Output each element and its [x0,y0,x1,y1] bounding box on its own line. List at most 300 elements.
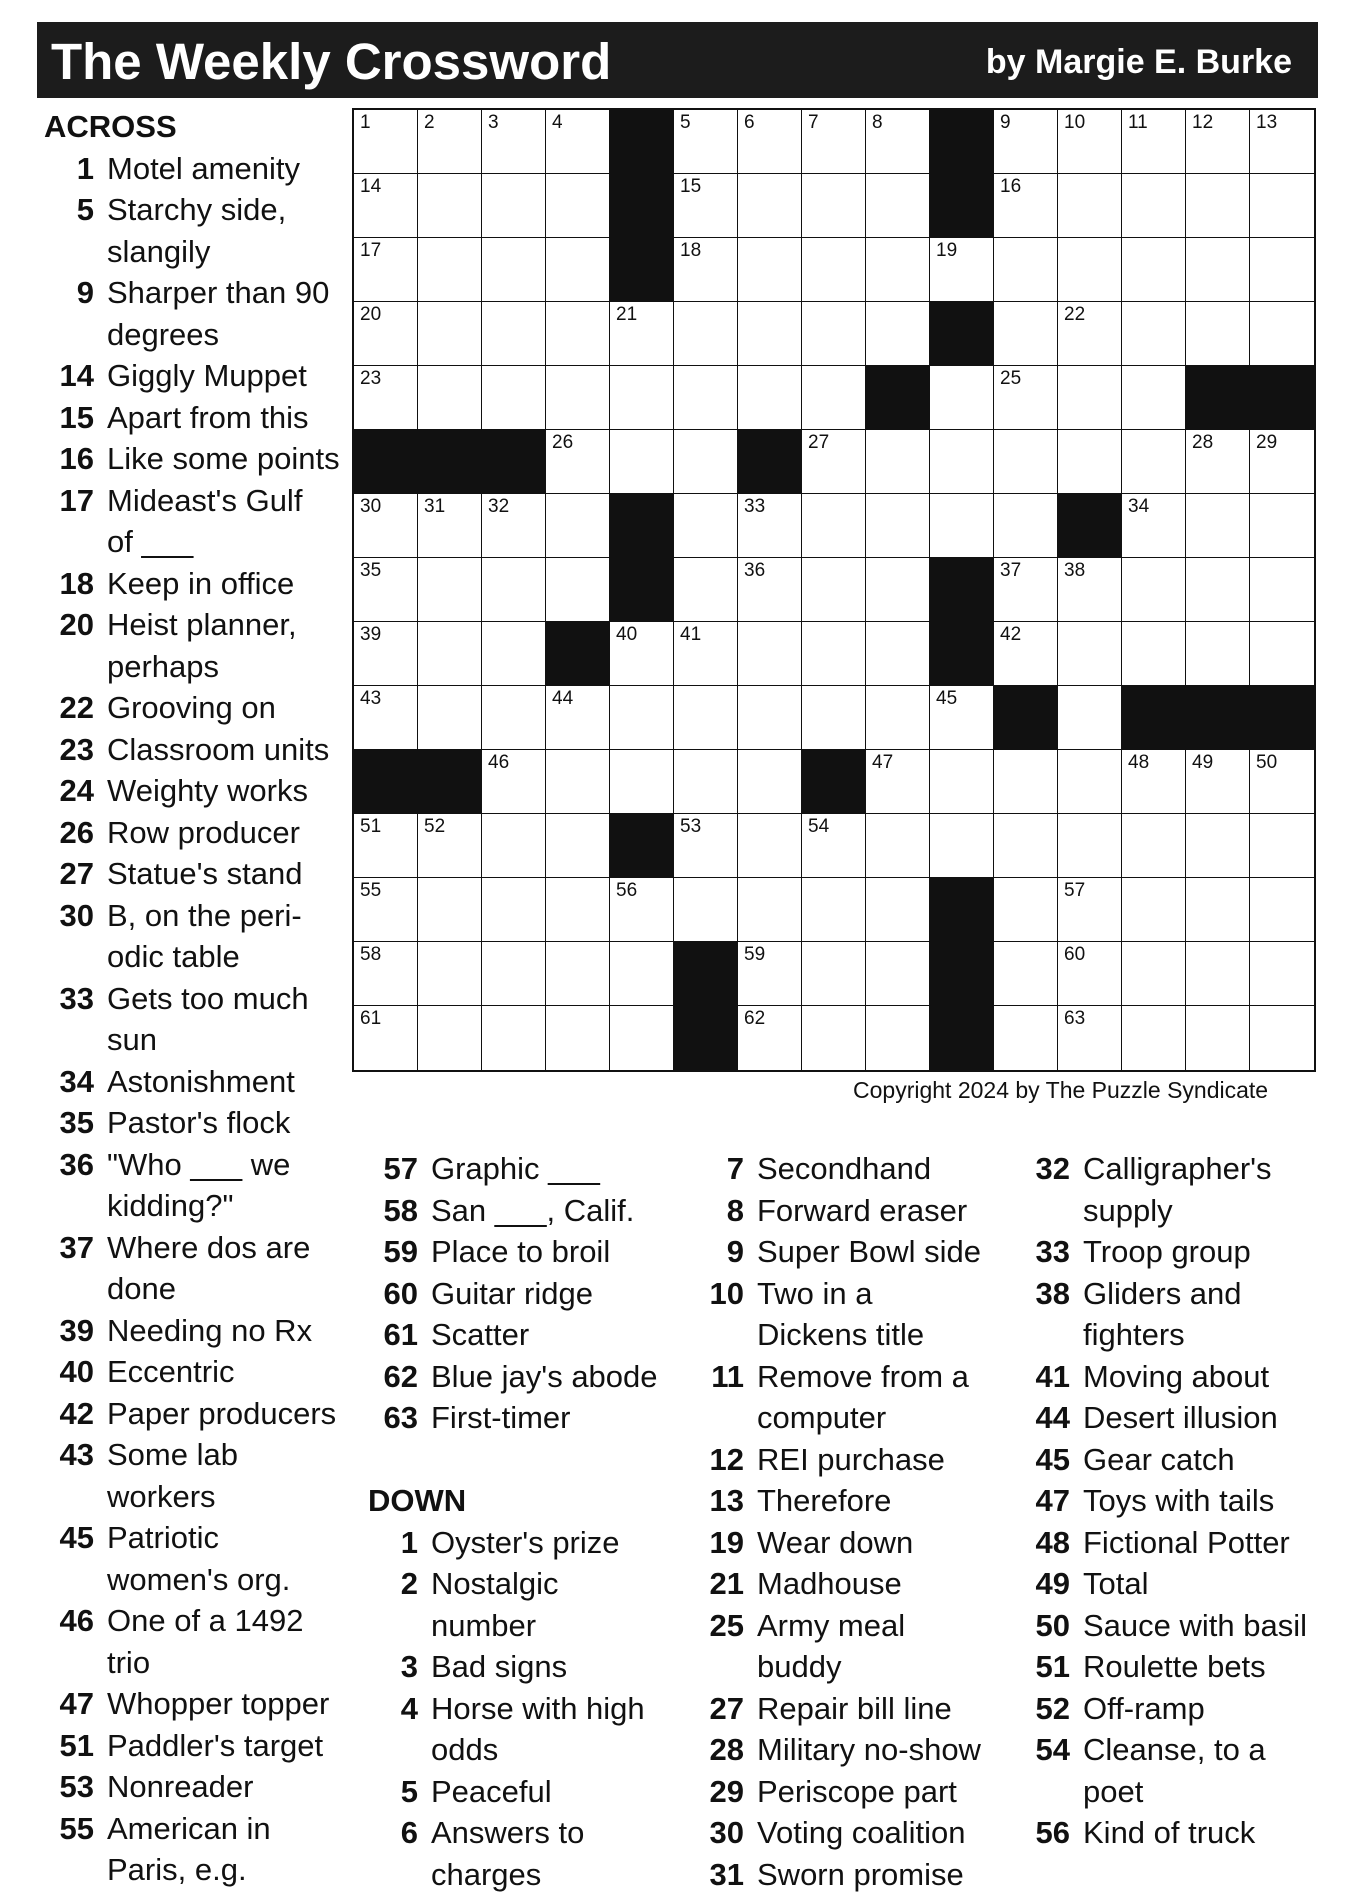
clue-text: Answers to charges [431,1812,584,1895]
clue-item [368,1273,688,1315]
grid-cell[interactable] [1058,110,1122,174]
black-square [930,174,994,238]
grid-cell[interactable] [610,430,674,494]
clue-text: Apart from this [107,397,309,439]
grid-cell[interactable] [1122,494,1186,558]
clue-item [694,1522,1014,1564]
grid-cell[interactable] [610,302,674,366]
grid-cell[interactable] [866,558,930,622]
cell-number: 42 [1000,625,1021,644]
cell-number: 41 [680,625,701,644]
grid-cell[interactable] [610,878,674,942]
grid-cell[interactable] [866,750,930,814]
clue-text: Keep in office [107,563,294,605]
clue-number: 35 [44,1102,94,1144]
grid-cell[interactable] [1122,430,1186,494]
clue-number: 46 [44,1600,94,1683]
grid-cell[interactable] [802,814,866,878]
grid-cell[interactable] [1058,942,1122,1006]
clue-item [1020,1729,1340,1812]
cell-number: 26 [552,433,573,452]
grid-cell[interactable] [994,750,1058,814]
grid-cell[interactable] [994,494,1058,558]
grid-cell[interactable] [1250,110,1314,174]
grid-cell[interactable] [866,1006,930,1070]
grid-cell[interactable] [1250,494,1314,558]
clue-text: Remove from a computer [757,1356,969,1439]
grid-cell[interactable] [546,558,610,622]
grid-cell[interactable] [418,942,482,1006]
black-square [930,110,994,174]
grid-cell[interactable] [1186,238,1250,302]
grid-cell[interactable] [866,238,930,302]
clue-number: 19 [694,1522,744,1564]
grid-cell[interactable] [1058,302,1122,366]
black-square [610,558,674,622]
grid-cell[interactable] [802,366,866,430]
grid-cell[interactable] [482,942,546,1006]
grid-cell[interactable] [1186,1006,1250,1070]
clue-text: Mideast's Gulf of ___ [107,480,302,563]
grid-cell[interactable] [738,174,802,238]
clue-number: 31 [694,1854,744,1895]
clue-text: Military no-show [757,1729,981,1771]
clue-item [44,563,364,605]
grid-cell[interactable] [418,494,482,558]
clue-item [44,1434,364,1517]
black-square [930,1006,994,1070]
grid-cell[interactable] [1250,558,1314,622]
grid-cell[interactable] [482,494,546,558]
cell-number: 58 [360,945,381,964]
grid-cell[interactable] [866,494,930,558]
grid-cell[interactable] [1250,878,1314,942]
grid-cell[interactable] [610,750,674,814]
clue-number: 8 [694,1190,744,1232]
grid-cell[interactable] [1058,750,1122,814]
grid-cell[interactable] [1122,302,1186,366]
grid-cell[interactable] [994,174,1058,238]
clue-number: 2 [368,1563,418,1646]
clue-number: 22 [44,687,94,729]
grid-cell[interactable] [994,302,1058,366]
clue-item [1020,1439,1340,1481]
grid-cell[interactable] [1122,622,1186,686]
cell-number: 4 [552,113,563,132]
grid-cell[interactable] [994,814,1058,878]
grid-cell[interactable] [1186,814,1250,878]
clue-text: Nonreader [107,1766,253,1808]
grid-cell[interactable] [546,174,610,238]
clue-number: 33 [44,978,94,1061]
grid-cell[interactable] [546,942,610,1006]
clue-item [1020,1563,1340,1605]
grid-cell[interactable] [930,366,994,430]
clue-number: 48 [1020,1522,1070,1564]
grid-cell[interactable] [1058,366,1122,430]
grid-cell[interactable] [930,814,994,878]
grid-cell[interactable] [418,814,482,878]
grid-cell[interactable] [1186,558,1250,622]
clue-number: 42 [44,1393,94,1435]
grid-cell[interactable] [1058,238,1122,302]
grid-cell[interactable] [1186,430,1250,494]
grid-cell[interactable] [674,814,738,878]
grid-cell[interactable] [1250,430,1314,494]
grid-cell[interactable] [1250,238,1314,302]
grid-cell[interactable] [482,110,546,174]
grid-cell[interactable] [610,1006,674,1070]
cell-number: 54 [808,817,829,836]
grid-cell[interactable] [1058,558,1122,622]
grid-cell[interactable] [1122,238,1186,302]
black-square [1122,686,1186,750]
grid-cell[interactable] [802,942,866,1006]
clue-text: Madhouse [757,1563,902,1605]
grid-cell[interactable] [1250,942,1314,1006]
clue-item [694,1148,1014,1190]
grid-cell[interactable] [674,558,738,622]
clue-column-1 [44,106,364,1891]
grid-cell[interactable] [1122,558,1186,622]
grid-cell[interactable] [482,238,546,302]
black-square [930,558,994,622]
grid-cell[interactable] [738,686,802,750]
grid-cell[interactable] [930,686,994,750]
grid-cell[interactable] [1122,366,1186,430]
clue-number: 59 [368,1231,418,1273]
grid-cell[interactable] [1058,878,1122,942]
grid-cell[interactable] [674,174,738,238]
grid-cell[interactable] [994,1006,1058,1070]
grid-cell[interactable] [994,110,1058,174]
grid-cell[interactable] [994,238,1058,302]
grid-cell[interactable] [1122,750,1186,814]
grid-cell[interactable] [802,174,866,238]
grid-cell[interactable] [418,686,482,750]
cell-number: 17 [360,241,381,260]
clue-text: Paddler's target [107,1725,323,1767]
grid-cell[interactable] [418,238,482,302]
grid-cell[interactable] [802,238,866,302]
grid-cell[interactable] [418,110,482,174]
grid-cell[interactable] [1186,878,1250,942]
grid-cell[interactable] [546,430,610,494]
clue-number: 3 [368,1646,418,1688]
grid-cell[interactable] [738,238,802,302]
grid-cell[interactable] [674,430,738,494]
grid-cell[interactable] [738,366,802,430]
grid-cell[interactable] [546,302,610,366]
grid-cell[interactable] [482,366,546,430]
grid-cell[interactable] [866,110,930,174]
clue-number: 36 [44,1144,94,1227]
grid-cell[interactable] [674,878,738,942]
clue-item [1020,1522,1340,1564]
grid-cell[interactable] [674,238,738,302]
grid-cell[interactable] [802,110,866,174]
cell-number: 28 [1192,433,1213,452]
clue-item [694,1688,1014,1730]
grid-cell[interactable] [546,1006,610,1070]
clue-text: Like some points [107,438,340,480]
grid-cell[interactable] [482,814,546,878]
grid-cell[interactable] [610,366,674,430]
grid-cell[interactable] [802,622,866,686]
grid-cell[interactable] [482,174,546,238]
clue-text: Some lab workers [107,1434,238,1517]
grid-cell[interactable] [1186,622,1250,686]
clue-number: 56 [1020,1812,1070,1854]
grid-cell[interactable] [674,110,738,174]
clue-item [44,604,364,687]
clue-text: "Who ___ we kidding?" [107,1144,290,1227]
grid-cell[interactable] [994,878,1058,942]
clue-number: 61 [368,1314,418,1356]
clue-text: Nostalgic number [431,1563,559,1646]
grid-cell[interactable] [482,686,546,750]
clue-item [44,1351,364,1393]
grid-cell[interactable] [418,366,482,430]
grid-cell[interactable] [610,942,674,1006]
grid-cell[interactable] [546,750,610,814]
grid-cell[interactable] [1122,878,1186,942]
cell-number: 48 [1128,753,1149,772]
clue-item [694,1273,1014,1356]
grid-cell[interactable] [930,750,994,814]
clue-text: Sauce with basil [1083,1605,1307,1647]
grid-cell[interactable] [994,430,1058,494]
cell-number: 16 [1000,177,1021,196]
grid-cell[interactable] [738,110,802,174]
clue-item [1020,1231,1340,1273]
grid-cell[interactable] [482,558,546,622]
cell-number: 29 [1256,433,1277,452]
cell-number: 13 [1256,113,1277,132]
grid-cell[interactable] [1186,942,1250,1006]
clue-item [44,1683,364,1725]
clue-item [1020,1688,1340,1730]
grid-cell[interactable] [1058,174,1122,238]
black-square [1250,366,1314,430]
clue-item [44,1766,364,1808]
clue-number: 63 [368,1397,418,1439]
grid-cell[interactable] [738,494,802,558]
grid-cell[interactable] [1250,1006,1314,1070]
clue-text: Scatter [431,1314,529,1356]
cell-number: 57 [1064,881,1085,900]
clue-number: 39 [44,1310,94,1352]
grid-cell[interactable] [994,942,1058,1006]
grid-cell[interactable] [1122,174,1186,238]
grid-cell[interactable] [418,302,482,366]
grid-cell[interactable] [418,558,482,622]
black-square [738,430,802,494]
cell-number: 27 [808,433,829,452]
grid-cell[interactable] [802,878,866,942]
clue-text: Classroom units [107,729,329,771]
cell-number: 10 [1064,113,1085,132]
clue-item [44,1227,364,1310]
clue-number: 6 [368,1812,418,1895]
grid-cell[interactable] [546,366,610,430]
grid-cell[interactable] [546,110,610,174]
grid-cell[interactable] [738,750,802,814]
clue-text: Paper producers [107,1393,336,1435]
cell-number: 49 [1192,753,1213,772]
clue-item [44,1061,364,1103]
grid-cell[interactable] [1058,430,1122,494]
clue-text: Row producer [107,812,300,854]
grid-cell[interactable] [866,686,930,750]
cell-number: 32 [488,497,509,516]
clue-item [44,272,364,355]
clue-number: 5 [44,189,94,272]
cell-number: 45 [936,689,957,708]
grid-cell[interactable] [674,750,738,814]
clue-number: 15 [44,397,94,439]
grid-cell[interactable] [1122,1006,1186,1070]
grid-cell[interactable] [482,622,546,686]
grid-cell[interactable] [1250,814,1314,878]
clue-number: 30 [694,1812,744,1854]
grid-cell[interactable] [802,1006,866,1070]
clue-text: Giggly Muppet [107,355,307,397]
grid-cell[interactable] [1058,1006,1122,1070]
grid-cell[interactable] [610,686,674,750]
cell-number: 61 [360,1009,381,1028]
black-square [418,750,482,814]
grid-cell[interactable] [802,430,866,494]
grid-cell[interactable] [418,174,482,238]
clue-text: Desert illusion [1083,1397,1278,1439]
grid-cell[interactable] [674,494,738,558]
clue-number: 47 [44,1683,94,1725]
grid-cell[interactable] [482,750,546,814]
grid-cell[interactable] [1186,110,1250,174]
cell-number: 30 [360,497,381,516]
grid-cell[interactable] [1058,622,1122,686]
grid-cell[interactable] [738,1006,802,1070]
grid-cell[interactable] [994,558,1058,622]
grid-cell[interactable] [546,878,610,942]
grid-cell[interactable] [1250,750,1314,814]
grid-cell[interactable] [738,878,802,942]
grid-cell[interactable] [418,1006,482,1070]
clue-item [44,895,364,978]
clue-text: Weighty works [107,770,308,812]
grid-cell[interactable] [738,942,802,1006]
clue-number: 24 [44,770,94,812]
black-square [546,622,610,686]
grid-cell[interactable] [802,558,866,622]
grid-cell[interactable] [802,302,866,366]
grid-cell[interactable] [866,878,930,942]
clue-text: Off-ramp [1083,1688,1205,1730]
clue-number: 1 [368,1522,418,1564]
grid-cell[interactable] [546,238,610,302]
clue-item [694,1190,1014,1232]
grid-cell[interactable] [1186,174,1250,238]
grid-cell[interactable] [1058,686,1122,750]
grid-cell[interactable] [738,558,802,622]
grid-cell[interactable] [674,302,738,366]
grid-cell[interactable] [738,302,802,366]
black-square [994,686,1058,750]
grid-cell[interactable] [1250,622,1314,686]
grid-cell[interactable] [482,878,546,942]
clue-item [44,1144,364,1227]
clue-text: Repair bill line [757,1688,952,1730]
grid-cell[interactable] [1058,814,1122,878]
grid-cell[interactable] [1122,942,1186,1006]
grid-cell[interactable] [866,174,930,238]
clue-number: 51 [1020,1646,1070,1688]
grid-cell[interactable] [1122,814,1186,878]
clue-item [1020,1646,1340,1688]
clue-number: 9 [694,1231,744,1273]
clue-item [44,687,364,729]
clue-number: 11 [694,1356,744,1439]
grid-cell[interactable] [1186,750,1250,814]
clue-text: Grooving on [107,687,276,729]
cell-number: 37 [1000,561,1021,580]
grid-cell[interactable] [738,814,802,878]
grid-cell[interactable] [930,430,994,494]
grid-cell[interactable] [866,430,930,494]
clue-item [1020,1273,1340,1356]
grid-cell[interactable] [930,494,994,558]
grid-cell[interactable] [866,942,930,1006]
grid-cell[interactable] [994,622,1058,686]
black-square [610,174,674,238]
grid-cell[interactable] [1250,302,1314,366]
grid-cell[interactable] [610,622,674,686]
grid-cell[interactable] [482,302,546,366]
clue-item [694,1480,1014,1522]
grid-cell[interactable] [1250,174,1314,238]
cell-number: 8 [872,113,883,132]
grid-cell[interactable] [866,302,930,366]
cell-number: 1 [360,113,371,132]
clue-item [1020,1605,1340,1647]
grid-cell[interactable] [930,238,994,302]
grid-cell[interactable] [1122,110,1186,174]
grid-cell[interactable] [418,878,482,942]
grid-cell[interactable] [866,622,930,686]
grid-cell[interactable] [674,366,738,430]
grid-cell[interactable] [802,686,866,750]
grid-cell[interactable] [1186,302,1250,366]
grid-cell[interactable] [738,622,802,686]
grid-cell[interactable] [802,494,866,558]
clue-text: Kind of truck [1083,1812,1255,1854]
grid-cell[interactable] [546,686,610,750]
grid-cell[interactable] [674,686,738,750]
grid-cell[interactable] [546,814,610,878]
grid-cell[interactable] [482,1006,546,1070]
grid-cell[interactable] [1186,494,1250,558]
grid-cell[interactable] [866,814,930,878]
clue-number: 26 [44,812,94,854]
black-square [418,430,482,494]
black-square [482,430,546,494]
grid-cell[interactable] [994,366,1058,430]
grid-cell[interactable] [418,622,482,686]
grid-cell[interactable] [546,494,610,558]
cell-number: 38 [1064,561,1085,580]
grid-cell[interactable] [674,622,738,686]
